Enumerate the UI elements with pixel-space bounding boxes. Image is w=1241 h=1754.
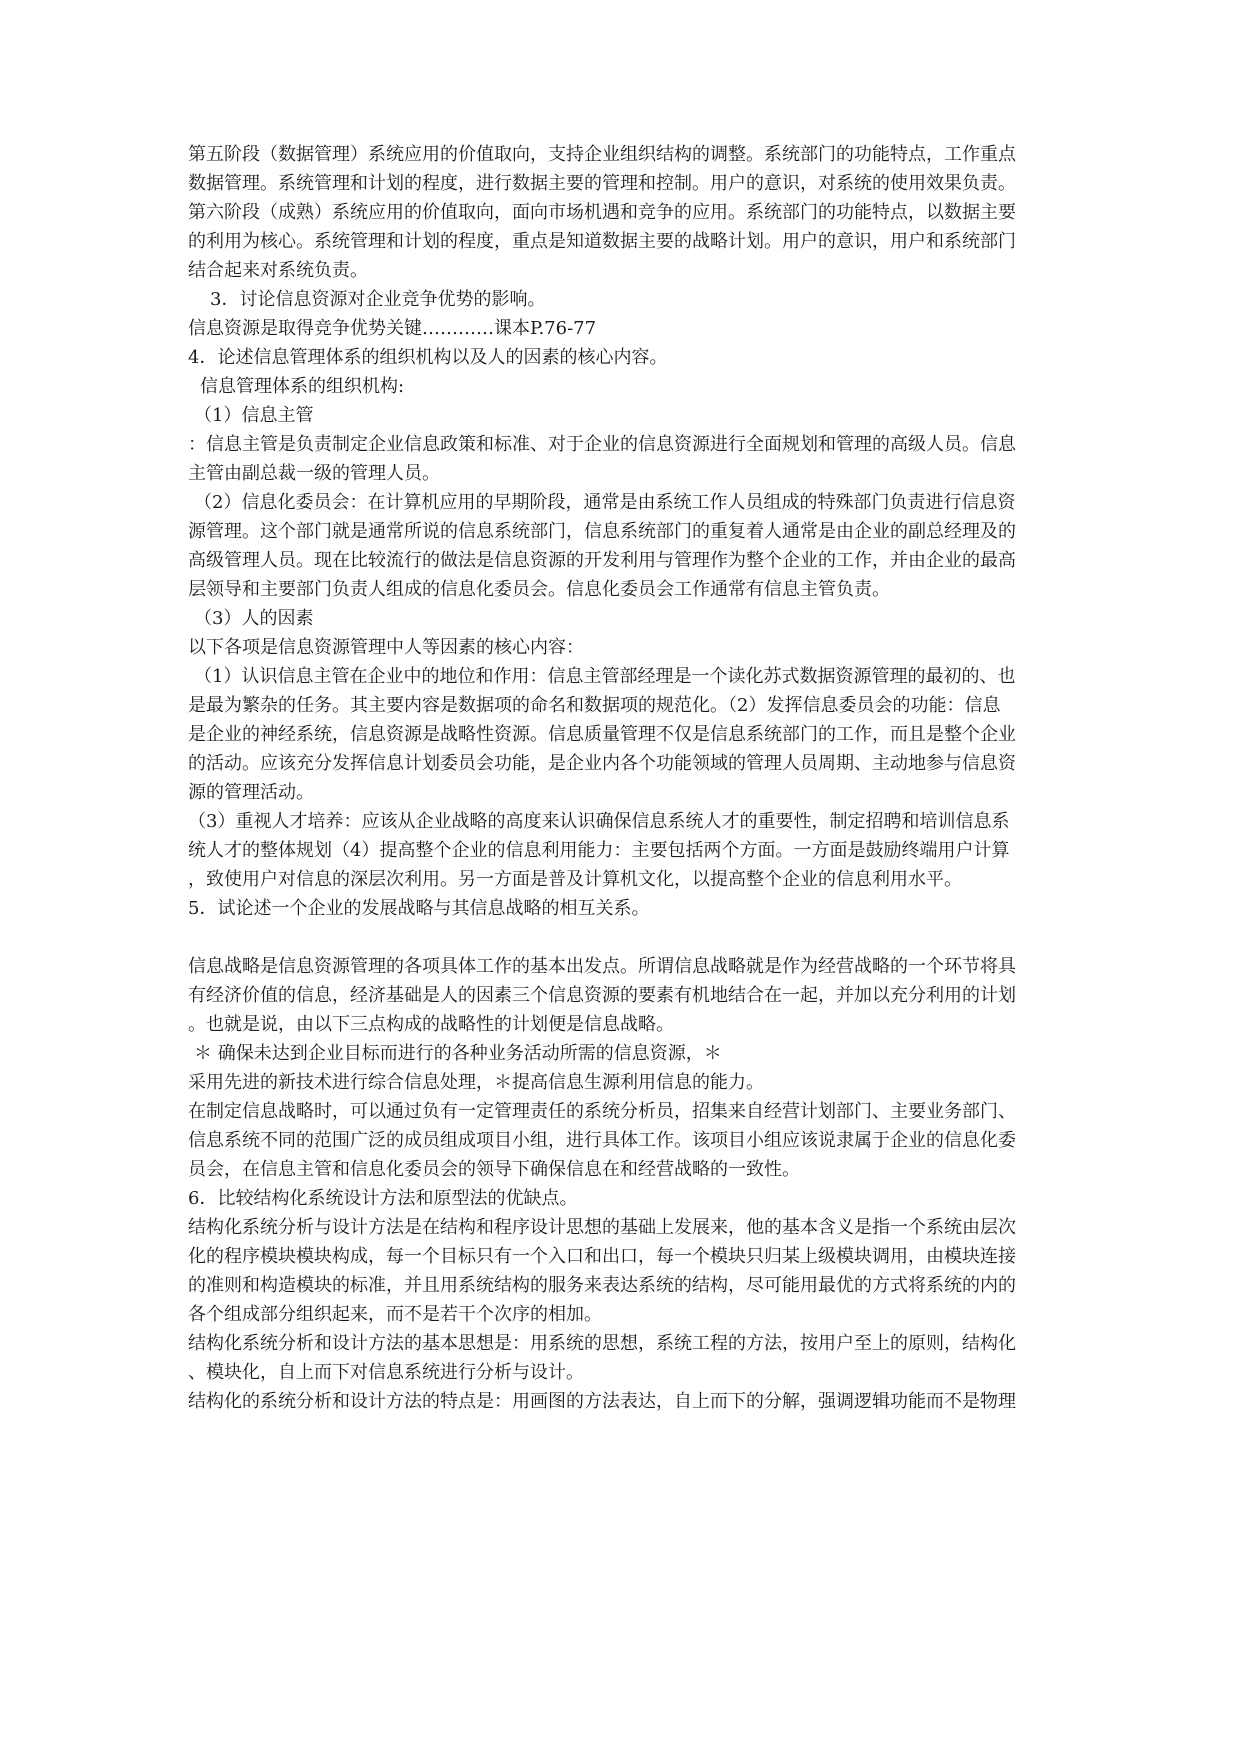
question-3-heading: 3．讨论信息资源对企业竞争优势的影响。: [210, 289, 546, 310]
text-line: 层领导和主要部门负责人组成的信息化委员会。信息化委员会工作通常有信息主管负责。: [188, 579, 890, 600]
text-line: 统人才的整体规划（4）提高整个企业的信息利用能力：主要包括两个方面。一方面是鼓励终端用户计算: [188, 840, 1010, 861]
section-subheading: 信息管理体系的组织机构:: [200, 376, 405, 397]
text-line: 是最为繁杂的任务。其主要内容是数据项的命名和数据项的规范化。（2）发挥信息委员会的功能：信息: [188, 695, 1001, 716]
text-line: ＊ 确保未达到企业目标而进行的各种业务活动所需的信息资源，＊: [194, 1043, 722, 1064]
text-line: 在制定信息战略时，可以通过负有一定管理责任的系统分析员，招集来自经营计划部门、主要业务部门、: [188, 1101, 1016, 1122]
text-line: 化的程序模块模块构成，每一个目标只有一个入口和出口，每一个模块只归某上级模块调用，由模块连接: [188, 1246, 1016, 1267]
text-line: 结合起来对系统负责。: [188, 260, 368, 281]
text-line: 结构化的系统分析和设计方法的特点是：用画图的方法表达，自上而下的分解，强调逻辑功能而不是物理: [188, 1391, 1016, 1412]
text-line: 源的管理活动。: [188, 782, 314, 803]
question-4-heading: 4．论述信息管理体系的组织机构以及人的因素的核心内容。: [188, 347, 668, 368]
text-line: 信息系统不同的范围广泛的成员组成项目小组，进行具体工作。该项目小组应该说隶属于企业的信息化委: [188, 1130, 1016, 1151]
text-line: 高级管理人员。现在比较流行的做法是信息资源的开发利用与管理作为整个企业的工作，并由企业的最高: [188, 550, 1016, 571]
text-line: 数据管理。系统管理和计划的程度，进行数据主要的管理和控制。用户的意识，对系统的使用效果负责。: [188, 173, 1016, 194]
text-line: 的利用为核心。系统管理和计划的程度，重点是知道数据主要的战略计划。用户的意识，用户和系统部门: [188, 231, 1016, 252]
text-line: 的准则和构造模块的标准，并且用系统结构的服务来表达系统的结构，尽可能用最优的方式将系统的内的: [188, 1275, 1016, 1296]
text-line: 的活动。应该充分发挥信息计划委员会功能，是企业内各个功能领域的管理人员周期、主动地参与信息资: [188, 753, 1016, 774]
text-line: 以下各项是信息资源管理中人等因素的核心内容：: [188, 637, 584, 658]
text-line: ，致使用户对信息的深层次利用。另一方面是普及计算机文化，以提高整个企业的信息利用水平。: [188, 869, 962, 890]
text-line: 信息资源是取得竞争优势关键…………课本P.76-77: [188, 318, 597, 339]
text-line: 第六阶段（成熟）系统应用的价值取向，面向市场机遇和竞争的应用。系统部门的功能特点，以数据主要: [188, 202, 1016, 223]
text-line: 结构化系统分析和设计方法的基本思想是：用系统的思想，系统工程的方法，按用户至上的原则，结构化: [188, 1333, 1016, 1354]
text-line: 主管由副总裁一级的管理人员。: [188, 463, 440, 484]
text-line: 结构化系统分析与设计方法是在结构和程序设计思想的基础上发展来，他的基本含义是指一个系统由层次: [188, 1217, 1016, 1238]
item-heading: （3）人的因素: [194, 608, 314, 629]
text-line: 员会，在信息主管和信息化委员会的领导下确保信息在和经营战略的一致性。: [188, 1159, 800, 1180]
text-line: （2）信息化委员会：在计算机应用的早期阶段，通常是由系统工作人员组成的特殊部门负责进行信息资: [194, 492, 1016, 513]
text-line: 有经济价值的信息，经济基础是人的因素三个信息资源的要素有机地结合在一起，并加以充分利用的计划: [188, 985, 1016, 1006]
text-line: （3）重视人才培养：应该从企业战略的高度来认识确保信息系统人才的重要性，制定招聘和培训信息系: [188, 811, 1010, 832]
text-line: ：信息主管是负责制定企业信息政策和标准、对于企业的信息资源进行全面规划和管理的高级人员。信息: [188, 434, 1016, 455]
text-line: 是企业的神经系统，信息资源是战略性资源。信息质量管理不仅是信息系统部门的工作，而且是整个企业: [188, 724, 1016, 745]
text-line: 采用先进的新技术进行综合信息处理，＊提高信息生源利用信息的能力。: [188, 1072, 764, 1093]
text-line: 。也就是说，由以下三点构成的战略性的计划便是信息战略。: [188, 1014, 674, 1035]
question-5-heading: 5．试论述一个企业的发展战略与其信息战略的相互关系。: [188, 898, 650, 919]
question-6-heading: 6．比较结构化系统设计方法和原型法的优缺点。: [188, 1188, 578, 1209]
text-line: 各个组成部分组织起来，而不是若干个次序的相加。: [188, 1304, 602, 1325]
blank-line: [188, 923, 1058, 952]
text-line: （1）认识信息主管在企业中的地位和作用：信息主管部经理是一个读化苏式数据资源管理的最初的、也: [194, 666, 1016, 687]
document-page: [188, 140, 1058, 1416]
item-heading: （1）信息主管: [194, 405, 314, 426]
text-line: 源管理。这个部门就是通常所说的信息系统部门，信息系统部门的重复着人通常是由企业的副总经理及的: [188, 521, 1016, 542]
text-line: 、模块化，自上而下对信息系统进行分析与设计。: [188, 1362, 584, 1383]
text-line: 第五阶段（数据管理）系统应用的价值取向，支持企业组织结构的调整。系统部门的功能特点，工作重点: [188, 144, 1016, 165]
text-line: 信息战略是信息资源管理的各项具体工作的基本出发点。所谓信息战略就是作为经营战略的一个环节将具: [188, 956, 1016, 977]
